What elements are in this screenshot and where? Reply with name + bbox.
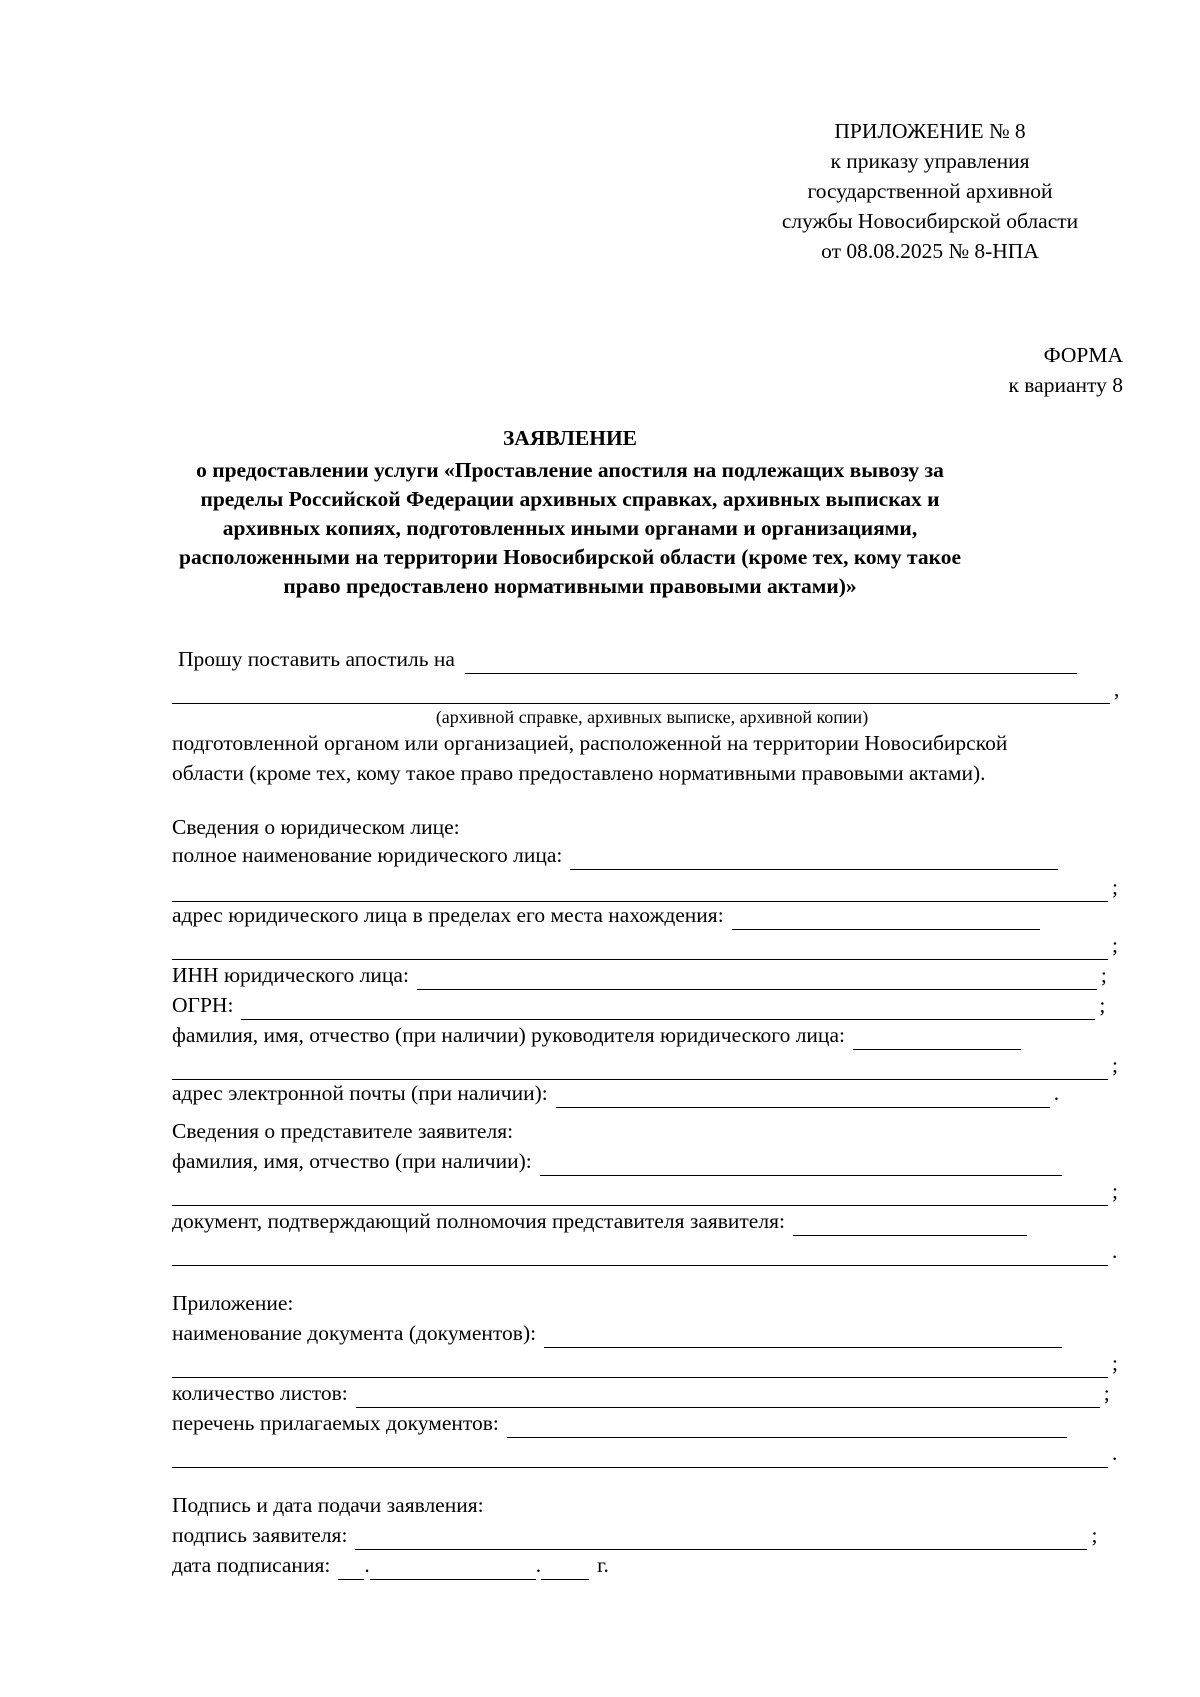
date-year-field[interactable] [541,1557,589,1580]
rep-doc-field[interactable] [793,1213,1027,1236]
title-line: архивных копиях, подготовленных иными органами и организациями, [222,516,918,540]
email-field[interactable] [556,1085,1050,1108]
head-name-label: фамилия, имя, отчество (при наличии) руководителя юридического лица: [172,1023,845,1047]
legal-address-field-2[interactable] [172,937,1108,960]
appendix-line: от 08.08.2025 № 8-НПА [821,239,1039,263]
legal-name-field-2[interactable] [172,879,1108,902]
ogrn-field[interactable] [241,997,1095,1020]
email-row [172,1078,1059,1108]
period: . [1112,1239,1118,1263]
appendix-line: к приказу управления [830,149,1030,173]
docs-name-row [172,1318,1062,1348]
legal-address-row [172,900,1040,930]
semicolon: ; [1091,1523,1098,1547]
request-label: Прошу поставить апостиль на [178,647,455,671]
title-main: ЗАЯВЛЕНИЕ [502,426,638,450]
semicolon: ; [1099,993,1106,1017]
docs-list-label: перечень прилагаемых документов: [172,1411,499,1435]
ogrn-row [172,990,1105,1020]
rep-name-row-2 [172,1176,1118,1206]
rep-doc-label: документ, подтверждающий полномочия представителя заявителя: [172,1209,785,1233]
inn-label: ИНН юридического лица: [172,963,409,987]
sign-row [172,1520,1097,1550]
docs-list-field-2[interactable] [172,1445,1108,1468]
signature-heading: Подпись и дата подачи заявления: [172,1493,484,1517]
inn-row [172,960,1107,990]
request-hint: (архивной справке, архивных выписке, архивной копии) [435,707,869,727]
email-label: адрес электронной почты (при наличии): [172,1081,548,1105]
request-row-2 [172,674,1119,704]
request-input-line-2[interactable] [172,681,1110,704]
semicolon: ; [1112,1351,1118,1375]
form-label-line: к варианту 8 [1008,373,1123,397]
rep-name-field[interactable] [540,1153,1062,1176]
sign-label: подпись заявителя: [172,1523,348,1547]
document-title [140,424,1000,601]
period: . [1053,1081,1060,1105]
ogrn-label: ОГРН: [172,993,234,1017]
semicolon: ; [1103,1381,1110,1405]
legal-name-row-2 [172,872,1118,902]
form-label-line: ФОРМА [1043,343,1123,367]
sheets-label: количество листов: [172,1381,348,1405]
appendix-line: ПРИЛОЖЕНИЕ № 8 [834,119,1026,143]
docs-name-field[interactable] [544,1325,1062,1348]
rep-name-field-2[interactable] [172,1183,1108,1206]
representative-heading: Сведения о представителе заявителя: [172,1119,514,1143]
semicolon: ; [1100,963,1107,987]
docs-name-label: наименование документа (документов): [172,1321,537,1345]
sheets-field[interactable] [356,1385,1100,1408]
attachment-heading: Приложение: [172,1291,294,1315]
head-name-field[interactable] [853,1027,1021,1050]
title-line: о предоставлении услуги «Проставление апостиля на подлежащих вывозу за [196,458,944,482]
request-row [178,644,1077,674]
legal-name-row [172,840,1058,870]
rep-name-row [172,1146,1062,1176]
title-line: расположенными на территории Новосибирской области (кроме тех, кому такое [179,545,961,569]
rep-doc-row [172,1206,1027,1236]
comma: , [1114,677,1120,701]
docs-name-row-2 [172,1348,1118,1378]
rep-doc-row-2 [172,1236,1117,1266]
semicolon: ; [1112,875,1118,899]
docs-list-row-2 [172,1438,1117,1468]
legal-name-field[interactable] [570,847,1058,870]
appendix-line: государственной архивной [807,179,1053,203]
legal-entity-heading: Сведения о юридическом лице: [172,815,460,839]
head-name-field-2[interactable] [172,1057,1108,1080]
sheets-row [172,1378,1110,1408]
request-text-1: подготовленной органом или организацией, расположенной на территории Новосибирской [172,731,1008,755]
appendix-header [690,116,1170,266]
form-label [1008,340,1123,400]
date-month-field[interactable] [370,1557,536,1580]
legal-name-label: полное наименование юридического лица: [172,843,563,867]
legal-address-field[interactable] [732,907,1040,930]
date-day-field[interactable] [338,1557,364,1580]
docs-name-field-2[interactable] [172,1355,1108,1378]
date-dot: . [535,1553,542,1577]
date-dot: . [364,1553,370,1577]
sign-field[interactable] [355,1527,1087,1550]
rep-doc-field-2[interactable] [172,1243,1108,1266]
head-name-row [172,1020,1021,1050]
title-line: право предоставлено нормативными правовыми актами)» [283,574,857,598]
semicolon: ; [1112,1179,1118,1203]
title-line: пределы Российской Федерации архивных справках, архивных выписках и [200,487,940,511]
year-suffix: г. [597,1553,609,1577]
appendix-line: службы Новосибирской области [781,209,1079,233]
semicolon: ; [1112,933,1118,957]
legal-address-row-2 [172,930,1118,960]
legal-address-label: адрес юридического лица в пределах его места нахождения: [172,903,724,927]
docs-list-field[interactable] [507,1415,1067,1438]
date-label: дата подписания: [172,1553,331,1577]
request-input-line[interactable] [465,651,1077,674]
request-text-2: области (кроме тех, кому такое право предоставлено нормативными правовыми актами). [172,761,986,785]
head-name-row-2 [172,1050,1118,1080]
period: . [1112,1441,1118,1465]
rep-name-label: фамилия, имя, отчество (при наличии): [172,1149,532,1173]
inn-field[interactable] [417,967,1097,990]
date-row [172,1550,609,1580]
semicolon: ; [1112,1053,1118,1077]
docs-list-row [172,1408,1067,1438]
